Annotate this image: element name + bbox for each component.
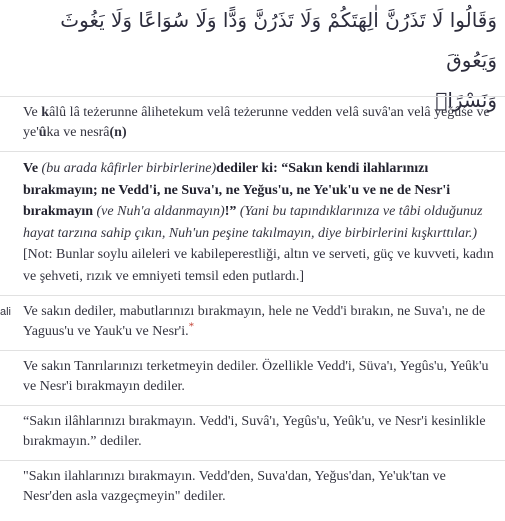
transliteration-row — [0, 96, 505, 151]
meaning-part-5: !” — [224, 204, 237, 219]
arabic-verse — [8, 0, 497, 112]
meaning-row — [0, 151, 505, 295]
meaning-part-2: (bu arada kâfirler birbirlerine) — [38, 161, 217, 176]
transliteration-text-pre: Ve — [23, 105, 42, 120]
meaning-part-3: dediler ki: “Sakın kendi ilahlarınızı bırakmayın; ne Vedd'i, ne Suva'ı, ne Yeğus'u, ne Ye'uk'u ve ne de Nesr'i bırakmayın — [23, 161, 451, 219]
translation-text-1: Ve sakın dediler, mabutlarınızı bırakmayın, hele ne Vedd'i bırakın, ne Suva'ı, ne de Yaguus'u ve Yauk'u ve Nesr'i. — [23, 304, 486, 339]
translation-text-2: Ve sakın Tanrılarınızı terketmeyin dediler. Özellikle Vedd'i, Süva'ı, Yegûs'u, Yeûk'u ve Nesr'i bırakmayın dediler. — [23, 359, 489, 394]
arabic-verse-line-1: وَقَالُوا لَا تَذَرُنَّ اٰلِهَتَكُمْ وَلَا تَذَرُنَّ وَدًّا وَلَا سُوَاعًا وَلَا يَغُوثَ وَيَعُوقَ — [60, 8, 497, 72]
translation-text-3: “Sakın ilâhlarınızı bırakmayın. Vedd'i, Suvâ'ı, Yegûs'u, Yeûk'u, ve Nesr'i kesinlikle bırakmayın.” dediler. — [23, 414, 486, 449]
translation-row-2 — [0, 350, 505, 405]
translation-row-1 — [0, 295, 505, 350]
transliteration-bold-k: k — [41, 105, 50, 120]
footnote-star[interactable]: * — [188, 320, 195, 333]
meaning-part-6: (Yani bu tapındıklarınıza ve tâbi olduğunuz hayat tarzına sahip çıkın, Nuh'un peşine takılmayın, diye birbirlerini kışkırttılar.) — [23, 204, 483, 241]
translation-row-4 — [0, 460, 505, 515]
transliteration-ref: (n) — [109, 125, 127, 140]
transliteration-bold-u: û — [38, 125, 47, 140]
translation-side-label: ali — [0, 306, 12, 318]
arabic-verse-line-2: وَنَسْرًاۚ — [435, 88, 497, 112]
meaning-part-1: Ve — [23, 161, 39, 176]
transliteration-text-mid: âlû lâ teżerunne âlihetekum velâ teżerunne vedden velâ suvâ'an velâ yeğûśe ve ye' — [23, 105, 490, 140]
translation-row-3 — [0, 405, 505, 460]
meaning-part-4: (ve Nuh'a aldanmayın) — [93, 204, 225, 219]
transliteration-text-post: ka ve nesrâ — [46, 125, 110, 140]
translation-list — [0, 96, 505, 515]
meaning-part-7: [Not: Bunlar soylu aileleri ve kabileperestliği, altın ve serveti, güç ve kuvveti, kadın ve şehveti, rızık ve emniyeti temsil eden putlardı.] — [23, 247, 494, 284]
translation-text-4: "Sakın ilahlarınızı bırakmayın. Vedd'den, Suva'dan, Yeğus'dan, Ye'uk'tan ve Nesr'den asla vazgeçmeyin" dediler. — [23, 469, 446, 504]
